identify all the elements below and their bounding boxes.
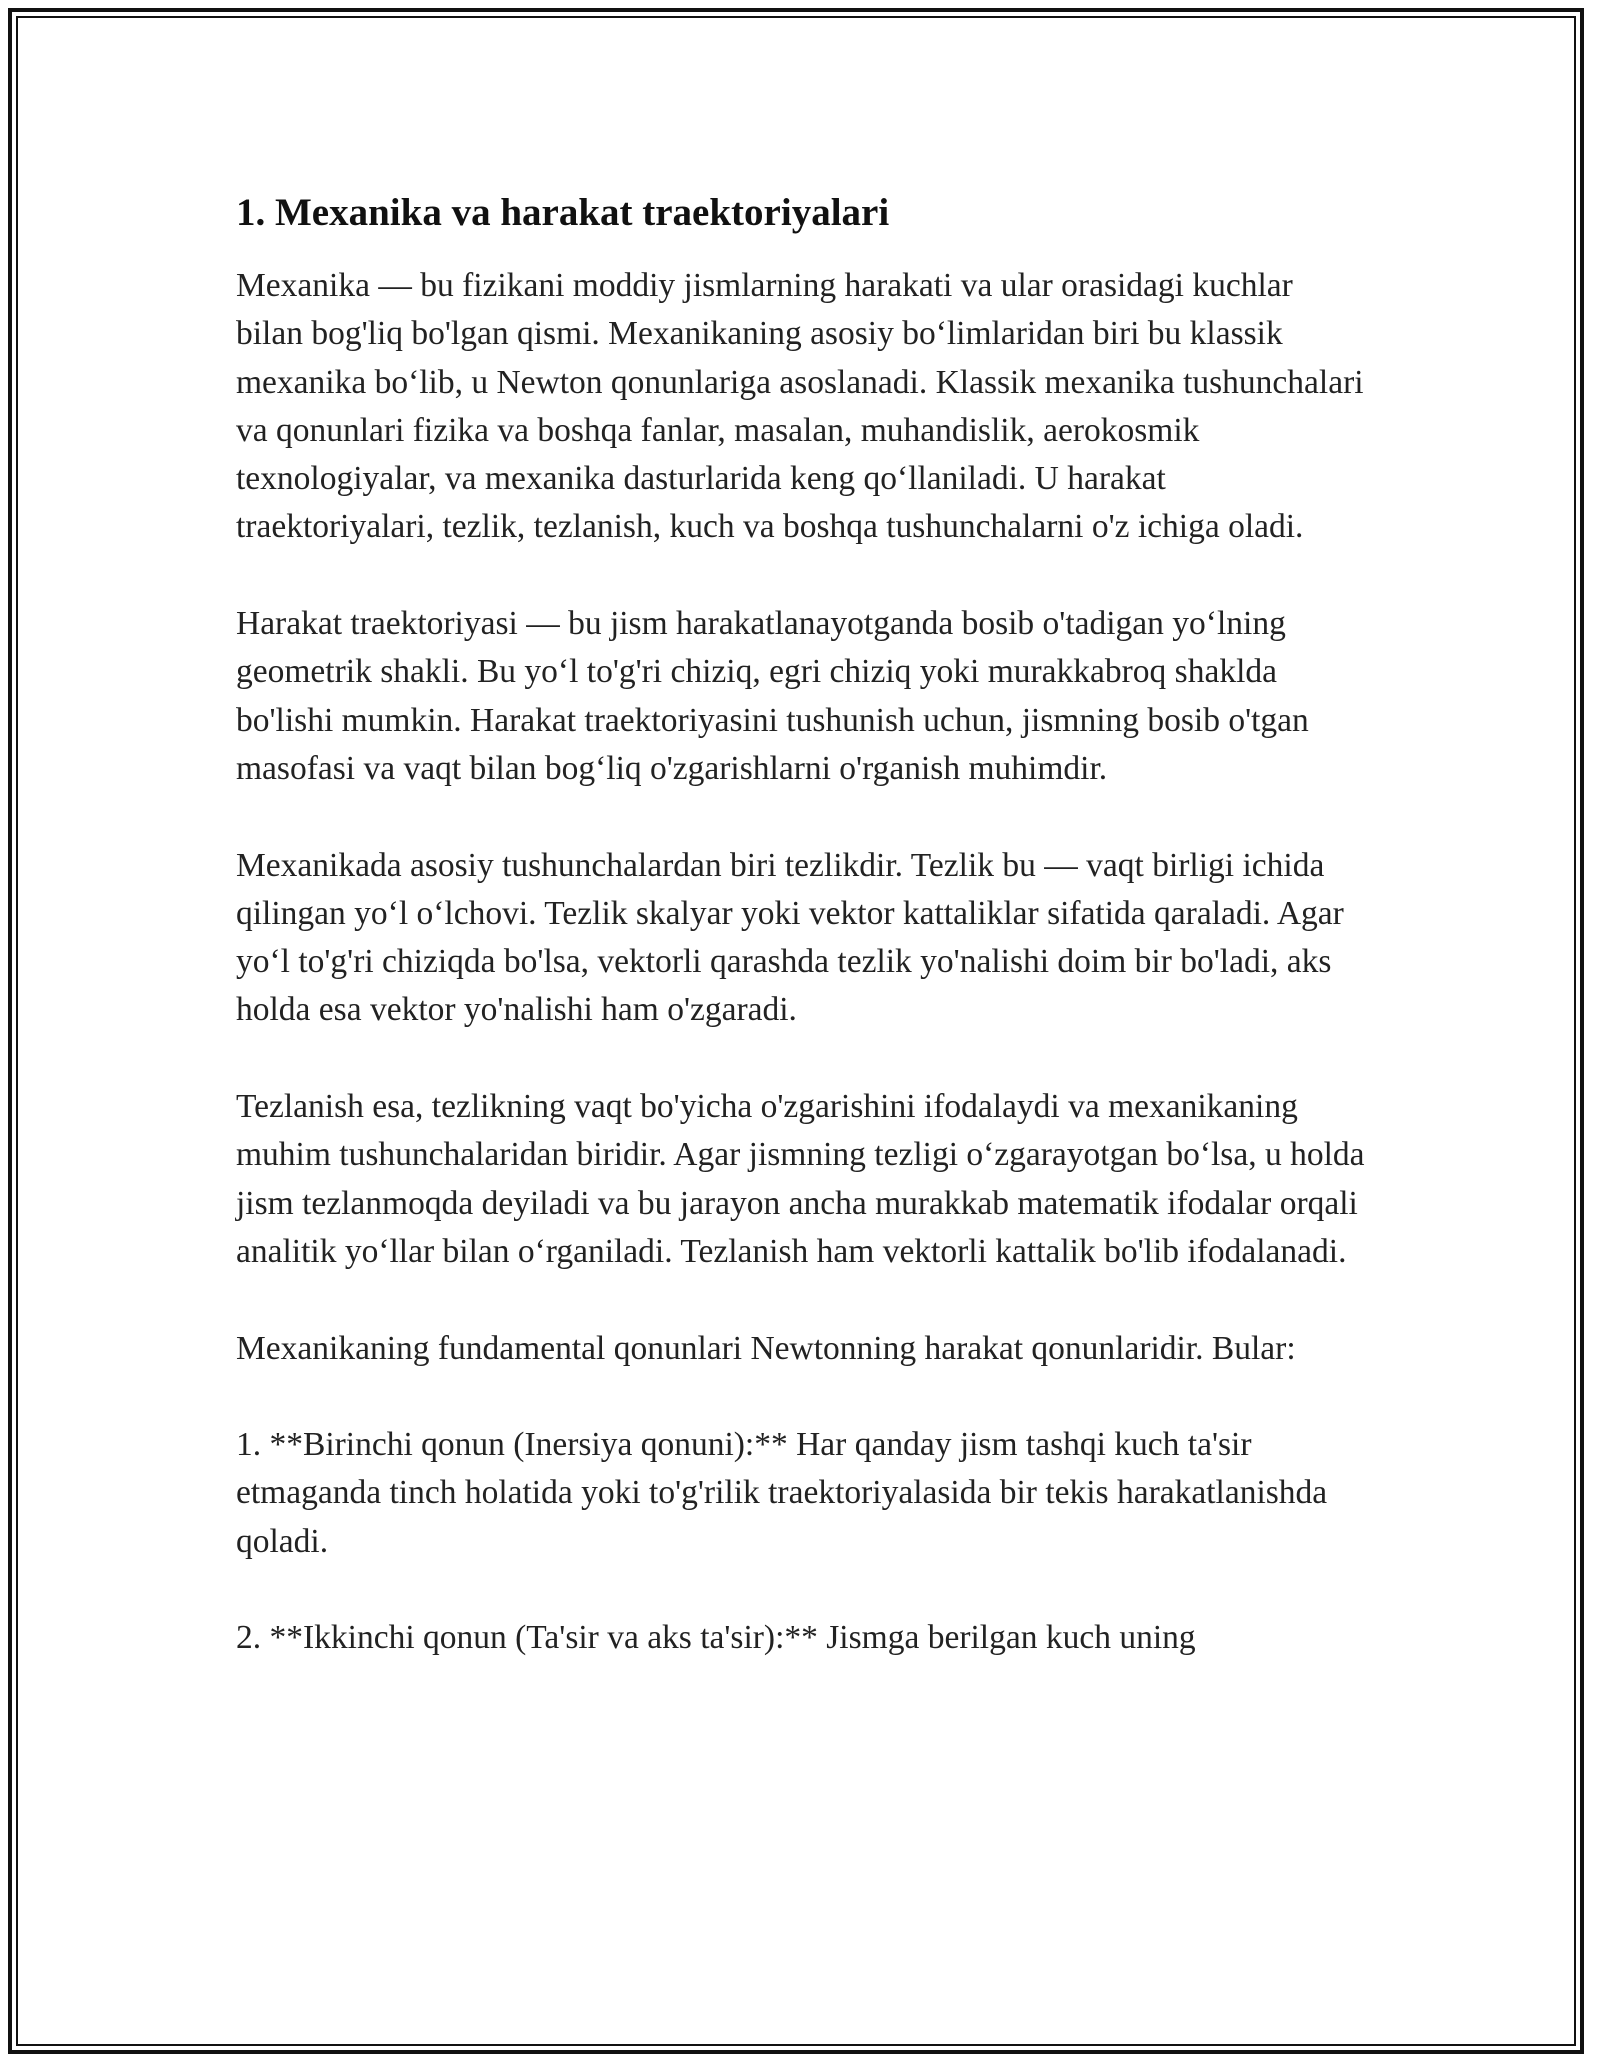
- document-body: [236, 184, 1366, 1711]
- paragraph-trajectory: Harakat traektoriyasi — bu jism harakatlanayotganda bosib o'tadigan yo‘lning geometrik shakli. Bu yo‘l to'g'ri chiziq, egri chiziq yoki murakkabroq shaklda bo'lishi mumkin. Harakat traektoriyasini tushunish uchun, jismning bosib o'tgan masofasi va vaqt bilan bog‘liq o'zgarishlarni o'rganish muhimdir.: [236, 605, 1309, 787]
- list-item-first-law: 1. **Birinchi qonun (Inersiya qonuni):** Har qanday jism tashqi kuch ta'sir etmaganda tinch holatida yoki to'g'rilik traektoriyalasida bir tekis harakatlanishda qoladi.: [236, 1426, 1328, 1560]
- document-title: 1. Mexanika va harakat traektoriyalari: [236, 191, 890, 234]
- paragraph-velocity: Mexanikada asosiy tushunchalardan biri tezlikdir. Tezlik bu — vaqt birligi ichida qilingan yo‘l o‘lchovi. Tezlik skalyar yoki vektor kattaliklar sifatida qaraladi. Agar yo‘l to'g'ri chiziqda bo'lsa, vektorli qarashda tezlik yo'nalishi doim bir bo'ladi, aks holda esa vektor yo'nalishi ham o'zgaradi.: [236, 846, 1344, 1029]
- paragraph-newton-laws: Mexanikaning fundamental qonunlari Newtonning harakat qonunlaridir. Bular:: [236, 1329, 1296, 1367]
- list-item-second-law: 2. **Ikkinchi qonun (Ta'sir va aks ta'sir):** Jismga berilgan kuch uning: [236, 1619, 1196, 1657]
- paragraph-mechanics-intro: Mexanika — bu fizikani moddiy jismlarning harakati va ular orasidagi kuchlar bilan bog'liq bo'lgan qismi. Mexanikaning asosiy bo‘limlaridan biri bu klassik mexanika bo‘lib, u Newton qonunlariga asoslanadi. Klassik mexanika tushunchalari va qonunlari fizika va boshqa fanlar, masalan, muhandislik, aerokosmik texnologiyalar, va mexanika dasturlarida keng qo‘llaniladi. U harakat traektoriyalari, tezlik, tezlanish, kuch va boshqa tushunchalarni o'z ichiga oladi.: [236, 267, 1364, 546]
- paragraph-acceleration: Tezlanish esa, tezlikning vaqt bo'yicha o'zgarishini ifodalaydi va mexanikaning muhim tushunchalaridan biridir. Agar jismning tezligi o‘zgarayotgan bo‘lsa, u holda jism tezlanmoqda deyiladi va bu jarayon ancha murakkab matematik ifodalar orqali analitik yo‘llar bilan o‘rganiladi. Tezlanish ham vektorli kattalik bo'lib ifodalanadi.: [236, 1088, 1365, 1270]
